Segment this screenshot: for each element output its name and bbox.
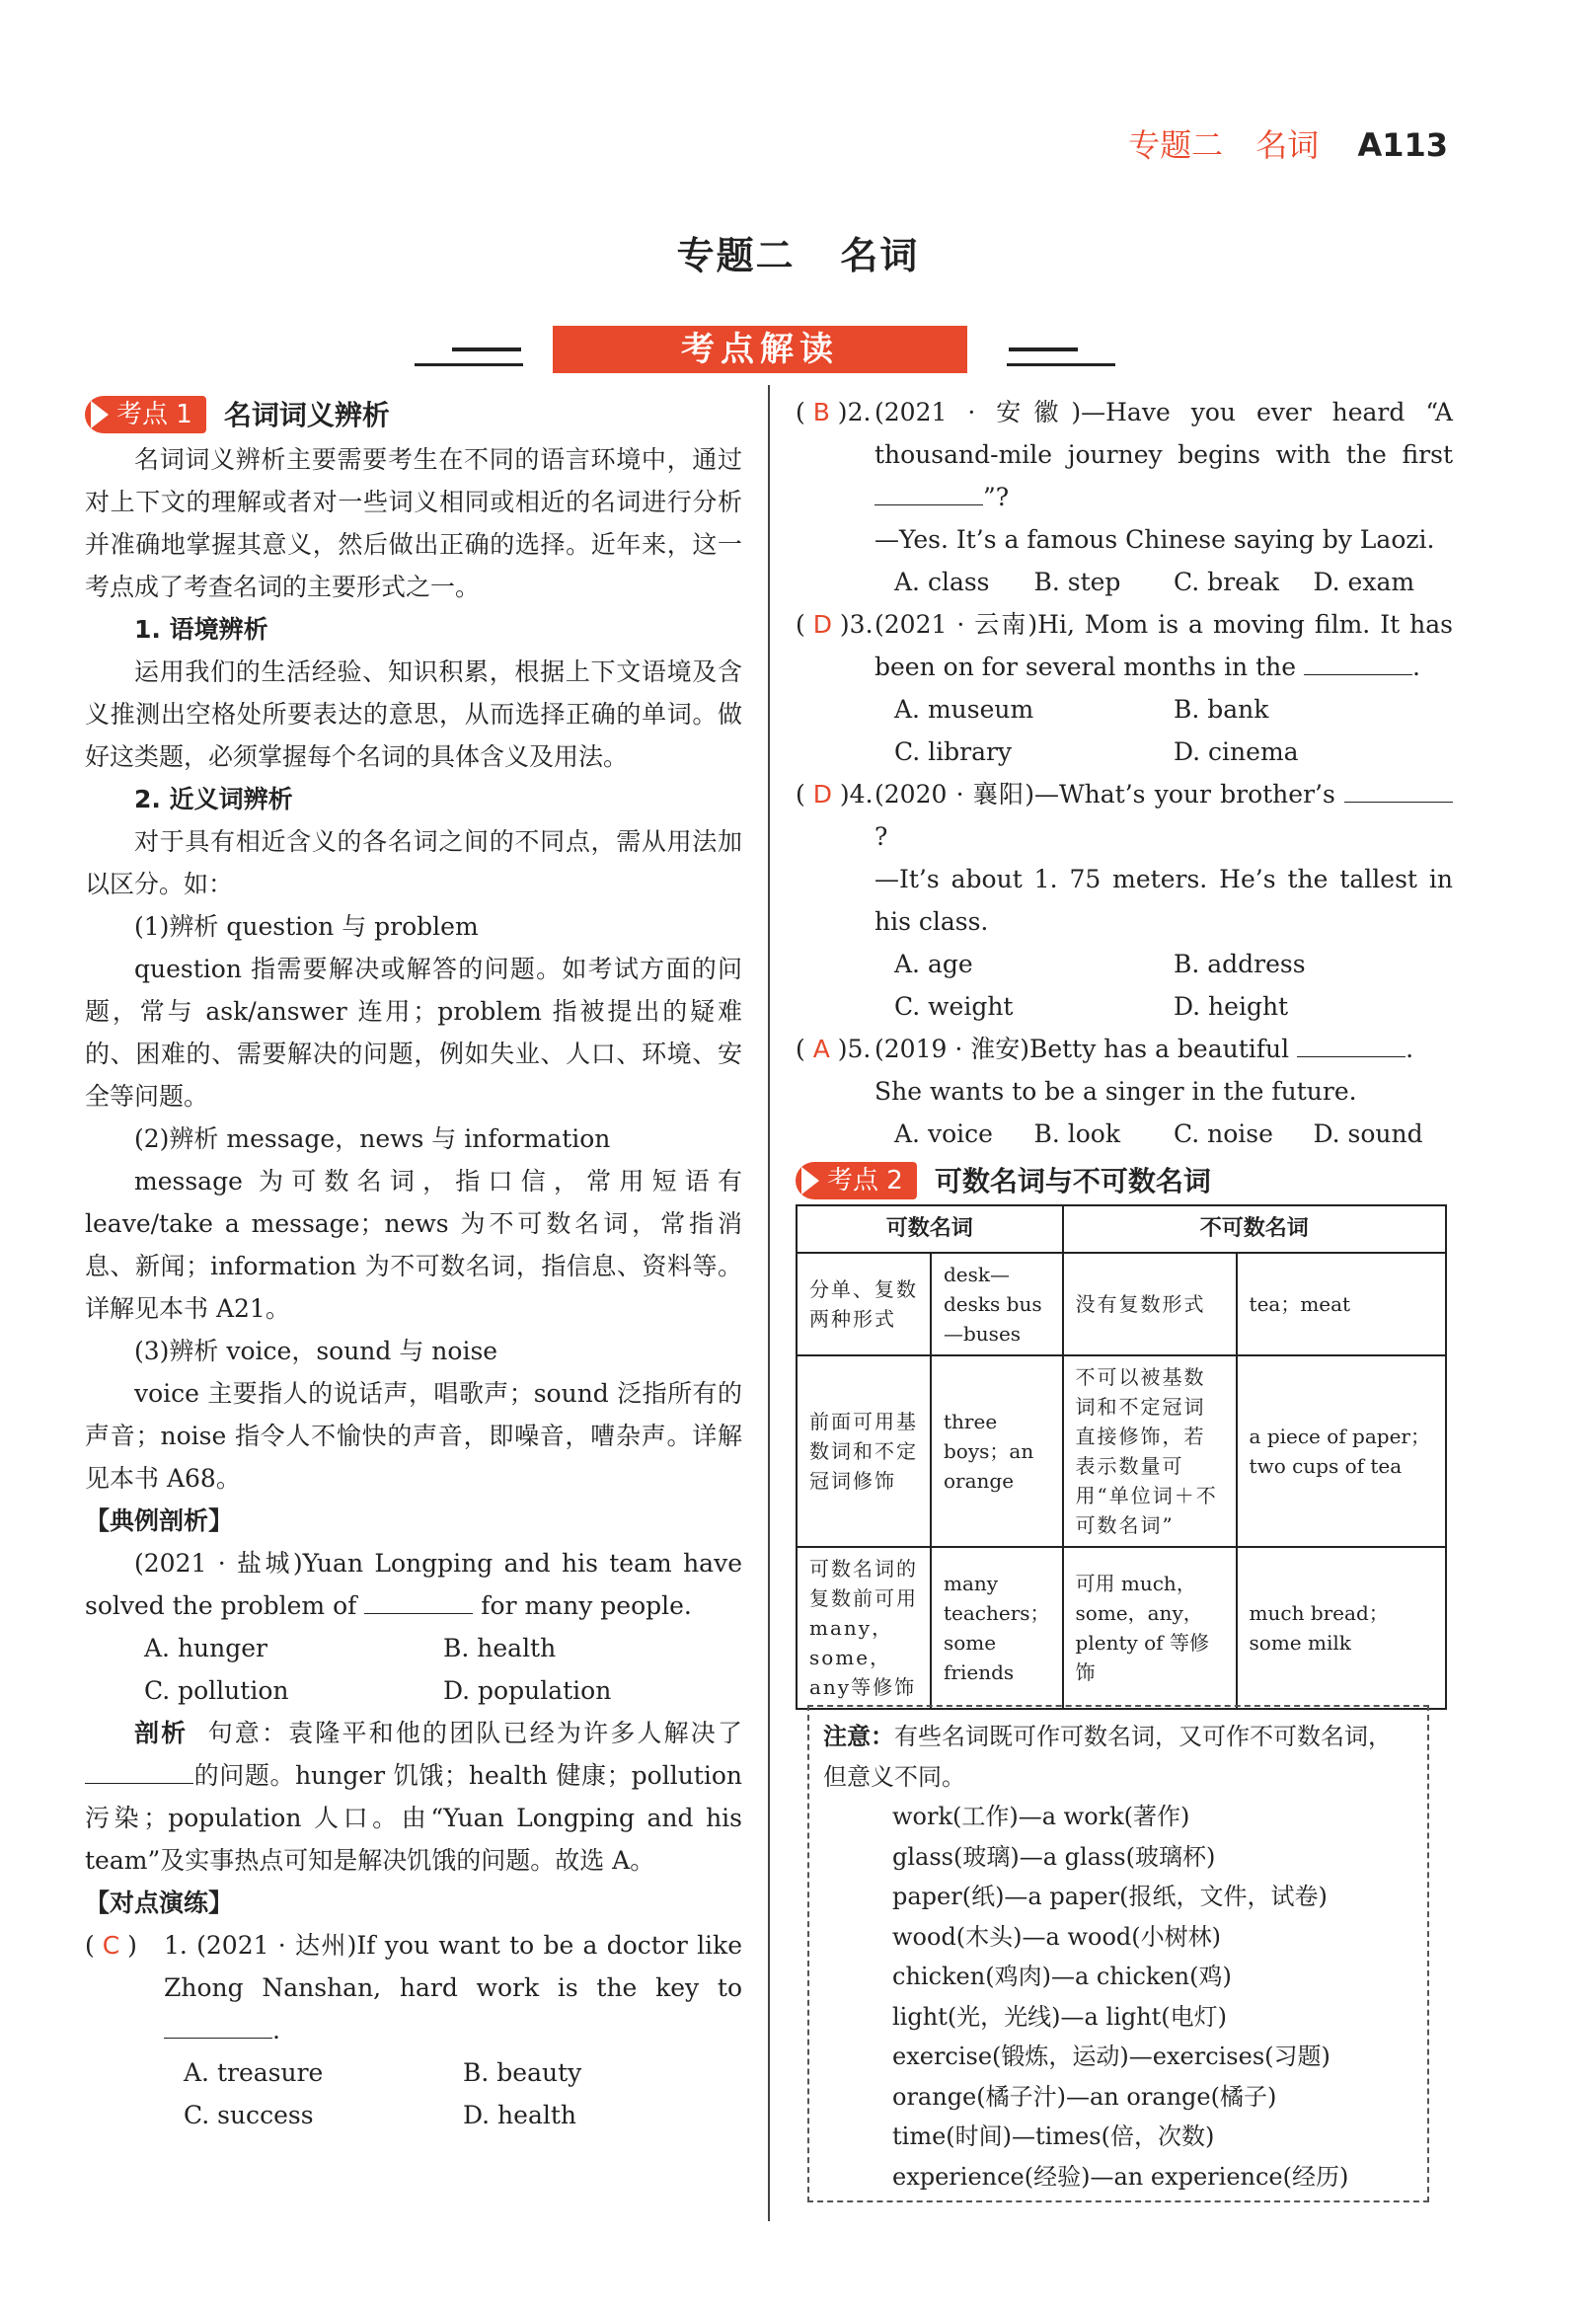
play-arrow-icon: [91, 401, 109, 428]
sub-paragraph-1: question 指需要解决或解答的问题。如考试方面的问题，常与 ask/answer 连用；problem 指被提出的疑难的、困难的、需要解决的问题，例如失业、人口、环境、安全等问题。: [85, 955, 742, 1111]
example-option-b: B. health: [443, 1634, 557, 1662]
question-3-answer-box: ( D )3.: [796, 610, 874, 639]
question-3-option-b: B. bank: [1174, 695, 1269, 724]
question-5-body: [874, 1028, 1413, 1113]
table-cell: three boys；an orange: [931, 1355, 1063, 1547]
question-3-number: 3.: [849, 610, 874, 639]
question-3-blank: [1304, 653, 1412, 675]
note-item: paper(纸)—a paper(报纸，文件，试卷): [892, 1883, 1328, 1910]
table-header-countable: 可数名词: [797, 1205, 1063, 1253]
table-row: [797, 1253, 1446, 1355]
question-1-answer-box: ( C ): [85, 1931, 137, 1960]
question-4-option-b: B. address: [1174, 950, 1306, 978]
question-3-end: .: [1412, 653, 1420, 681]
intro-paragraph: 名词词义辨析主要需要考生在不同的语言环境中，通过对上下文的理解或者对一些词义相同或相近的名词进行分析并准确地掌握其意义，然后做出正确的选择。近年来，这一考点成了考查名词的主要形式之一。: [85, 445, 742, 601]
question-3: [796, 603, 1453, 688]
question-2-options: [796, 561, 1453, 603]
question-3-body: [874, 603, 1453, 688]
sub-heading-1: (1)辨析 question 与 problem: [134, 912, 479, 941]
kaodian-1-title: 名词词义辨析: [223, 398, 390, 431]
question-2-option-b: B. step: [1033, 568, 1121, 596]
question-5: [796, 1028, 1453, 1113]
note-box: [807, 1705, 1429, 2202]
table-cell: 分单、复数两种形式: [797, 1253, 931, 1355]
question-4-blank: [1344, 780, 1453, 803]
analysis-text-1: 句意：袁隆平和他的团队已经为许多人解决了: [207, 1719, 742, 1747]
kaodian-1-tag-text: 考点 1: [116, 400, 192, 429]
example-question-text: (2021 · 盐城)Yuan Longping and his team have solved the problem of: [85, 1549, 742, 1620]
question-4-option-c: C. weight: [894, 992, 1014, 1021]
question-5-options: [796, 1113, 1453, 1155]
table-cell: desk—desks bus—buses: [931, 1253, 1063, 1355]
table-cell: much bread；some milk: [1237, 1547, 1446, 1709]
banner-rule-right: [1009, 347, 1078, 351]
question-1-end: .: [272, 2016, 280, 2044]
question-2-blank: [874, 483, 983, 505]
note-intro-text: 有些名词既可作可数名词，又可作不可数名词，但意义不同。: [823, 1723, 1392, 1791]
table-cell: tea；meat: [1237, 1253, 1446, 1355]
table-cell: 可用 much，some，any，plenty of 等修饰: [1063, 1547, 1237, 1709]
question-1-number: 1. (2021 · 达州): [164, 1931, 357, 1960]
question-4-answer: D: [812, 780, 832, 809]
sub-paragraph-2: message 为可数名词，指口信，常用短语有 leave/take a message；news 为不可数名词，常指消息、新闻；information 为不可数名词，指信息、资料等。详解见本书 A21。: [85, 1167, 742, 1323]
kaodian-2-tag-text: 考点 2: [827, 1166, 903, 1196]
question-3-option-a: A. museum: [894, 695, 1034, 724]
kaodian-1-heading: [85, 395, 742, 434]
table-cell: 可数名词的复数前可用many，some，any等修饰: [797, 1547, 931, 1709]
question-4-body: [874, 773, 1453, 943]
example-option-d: D. population: [443, 1676, 612, 1705]
table-row: [797, 1355, 1446, 1547]
question-1-answer: C: [102, 1931, 120, 1960]
analysis-text-2: 的问题。hunger 饥饿；health 健康；pollution 污染；population 人口。由“Yuan Longping and his team”及实事热点可知是解决饥饿的问题。故选 A。: [85, 1761, 742, 1875]
analysis-blank: [85, 1761, 193, 1784]
question-3-option-d: D. cinema: [1174, 737, 1299, 766]
table-cell: many teachers；some friends: [931, 1547, 1063, 1709]
question-5-end: .: [1406, 1035, 1414, 1063]
note-item: orange(橘子汁)—an orange(橘子): [892, 2082, 1277, 2111]
question-4-number: 4.: [849, 780, 874, 809]
question-2-option-a: A. class: [894, 568, 990, 596]
running-header: [1128, 120, 1448, 166]
question-2-number: 2.: [847, 398, 872, 426]
kaodian-1-tag: [85, 396, 206, 433]
question-1-options-row-1: [85, 2051, 742, 2094]
kaodian-2-title: 可数名词与不可数名词: [934, 1164, 1211, 1197]
header-sub: 名词: [1255, 126, 1320, 164]
note-item: exercise(锻炼，运动)—exercises(习题): [892, 2043, 1330, 2070]
heading-synonym: 2. 近义词辨析: [134, 785, 293, 813]
question-5-option-b: B. look: [1033, 1119, 1121, 1148]
question-3-option-c: C. library: [894, 737, 1013, 766]
banner-rule-left-2: [415, 363, 523, 366]
question-1-options-row-2: [85, 2094, 742, 2136]
note-item: glass(玻璃)—a glass(玻璃杯): [892, 1842, 1216, 1871]
question-2-text: (2021 · 安徽)—Have you ever heard “A thousand-mile journey begins with the first: [874, 398, 1453, 469]
example-option-a: A. hunger: [144, 1634, 267, 1662]
question-1-option-b: B. beauty: [463, 2058, 582, 2087]
question-3-options-row-2: [796, 731, 1453, 773]
example-question-end: for many people.: [481, 1591, 692, 1620]
question-1-option-c: C. success: [184, 2101, 314, 2129]
header-topic: 专题二: [1128, 126, 1224, 164]
table-cell: a piece of paper；two cups of tea: [1237, 1355, 1446, 1547]
question-4-text: (2020 · 襄阳)—What’s your brother’s: [874, 780, 1335, 809]
heading-context: 1. 语境辨析: [134, 615, 268, 644]
left-column: [85, 395, 742, 2136]
sub-heading-3: (3)辨析 voice，sound 与 noise: [134, 1337, 498, 1365]
note-item: wood(木头)—a wood(小树林): [892, 1922, 1221, 1951]
question-1-option-d: D. health: [463, 2101, 576, 2129]
context-paragraph: 运用我们的生活经验、知识积累，根据上下文语境及含义推测出空格处所要表达的意思，从而选择正确的单词。做好这类题，必须掌握每个名词的具体含义及用法。: [85, 657, 742, 771]
note-item: time(时间)—times(倍，次数): [892, 2122, 1215, 2150]
question-1-blank: [164, 2016, 272, 2039]
question-2: [796, 391, 1453, 561]
question-5-answer: A: [812, 1035, 830, 1063]
table-cell: 没有复数形式: [1063, 1253, 1237, 1355]
question-2-answer-box: ( B )2.: [796, 398, 872, 426]
note-item: light(光，光线)—a light(电灯): [892, 2002, 1228, 2031]
question-5-answer-box: ( A )5.: [796, 1035, 872, 1063]
column-divider: [768, 385, 770, 2221]
question-1-body: [164, 1924, 742, 2051]
example-options: [85, 1627, 742, 1712]
question-5-blank: [1297, 1035, 1406, 1057]
question-1-option-a: A. treasure: [184, 2058, 324, 2087]
note-label: 注意：: [823, 1723, 894, 1750]
practice-heading: 【对点演练】: [85, 1889, 234, 1917]
sub-heading-2: (2)辨析 message，news 与 information: [134, 1124, 611, 1153]
play-arrow-icon: [801, 1167, 819, 1195]
section-banner: 考点解读: [553, 326, 967, 373]
question-4-answer-box: ( D )4.: [796, 780, 874, 809]
sub-paragraph-3: voice 主要指人的说话声，唱歌声；sound 泛指所有的声音；noise 指令人不愉快的声音，即噪音，嘈杂声。详解见本书 A68。: [85, 1379, 742, 1493]
table-row: [797, 1547, 1446, 1709]
question-4-reply: —It’s about 1. 75 meters. He’s the tallest in his class.: [874, 865, 1453, 936]
note-item: experience(经验)—an experience(经历): [892, 2162, 1349, 2191]
noun-comparison-table: [796, 1204, 1447, 1710]
note-intro: [823, 1717, 1413, 1797]
question-3-text: (2021 · 云南)Hi, Mom is a moving film. It has been on for several months in the: [874, 610, 1453, 681]
kaodian-2-heading: [796, 1161, 1453, 1200]
question-5-option-c: C. noise: [1174, 1119, 1273, 1148]
question-2-reply: —Yes. It’s a famous Chinese saying by Laozi.: [874, 525, 1435, 554]
question-2-option-d: D. exam: [1313, 568, 1415, 596]
question-2-body: [874, 391, 1453, 561]
analysis-paragraph: [85, 1712, 742, 1882]
example-question: [85, 1542, 742, 1627]
question-4-option-d: D. height: [1174, 992, 1289, 1021]
table-cell: 不可以被基数词和不定冠词直接修饰，若表示数量可用“单位词＋不可数名词”: [1063, 1355, 1237, 1547]
kaodian-2-tag: [796, 1162, 917, 1199]
table-header-uncountable: 不可数名词: [1063, 1205, 1446, 1253]
synonym-paragraph: 对于具有相近含义的各名词之间的不同点，需从用法加以区分。如：: [85, 827, 742, 898]
table-header-row: [797, 1205, 1446, 1253]
table-cell: 前面可用基数词和不定冠词修饰: [797, 1355, 931, 1547]
question-1-text: If you want to be a doctor like Zhong Nanshan, hard work is the key to: [164, 1931, 742, 2002]
banner-rule-left: [452, 347, 521, 351]
question-4-end: ?: [874, 822, 888, 851]
banner-rule-right-2: [1007, 363, 1115, 366]
question-4-option-a: A. age: [894, 950, 973, 978]
question-1: [85, 1924, 742, 2051]
question-2-option-c: C. break: [1174, 568, 1279, 596]
note-item: chicken(鸡肉)—a chicken(鸡): [892, 1963, 1232, 1990]
analysis-label: 剖析: [134, 1719, 189, 1747]
question-3-options-row-1: [796, 688, 1453, 731]
question-4-options-row-2: [796, 985, 1453, 1028]
right-column: [796, 391, 1453, 1710]
question-5-text: (2019 · 淮安)Betty has a beautiful: [874, 1035, 1290, 1063]
question-2-answer: B: [812, 398, 830, 426]
answer-blank: [364, 1591, 473, 1614]
example-option-c: C. pollution: [144, 1676, 289, 1705]
question-5-followup: She wants to be a singer in the future.: [874, 1077, 1357, 1106]
example-heading: 【典例剖析】: [85, 1506, 234, 1535]
question-2-text-end: ”?: [983, 483, 1010, 511]
question-5-option-a: A. voice: [894, 1119, 993, 1148]
question-4: [796, 773, 1453, 943]
question-4-options-row-1: [796, 943, 1453, 985]
question-3-answer: D: [812, 610, 832, 639]
page-title: 专题二 名词: [676, 234, 920, 277]
page-number: A113: [1357, 126, 1448, 164]
question-5-option-d: D. sound: [1313, 1119, 1423, 1148]
question-5-number: 5.: [847, 1035, 872, 1063]
note-item: work(工作)—a work(著作): [892, 1803, 1190, 1830]
